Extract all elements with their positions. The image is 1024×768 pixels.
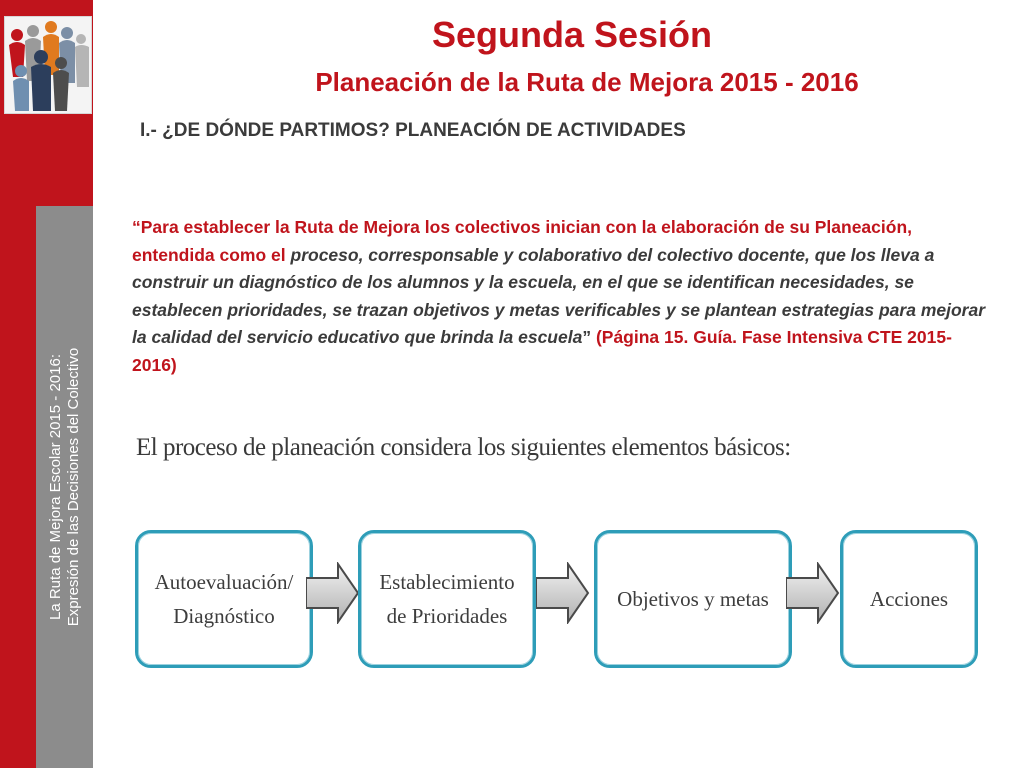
section-heading: I.- ¿DE DÓNDE PARTIMOS? PLANEACIÓN DE ACTIVIDADES [140, 120, 686, 141]
right-arrow-icon [536, 562, 590, 624]
page-title: Segunda Sesión [431, 14, 713, 55]
process-heading: El proceso de planeación considera los siguientes elementos básicos: [136, 434, 791, 461]
quote-citation: (Página 15. Guía. Fase Intensiva CTE 2015-2016) [132, 327, 952, 375]
sidebar-line-1: La Ruta de Mejora Escolar 2015 - 2016: [46, 354, 64, 620]
quote-definition: proceso, corresponsable y colaborativo del colectivo docente, que los lleva a construir un diagnóstico de los alumnos y la escuela, en el que se identifican necesidades, se establecen prioridades, se trazan objetivos y metas verificables y se plantean estrategias para mejorar la calidad del servicio educativo que brinda la escuela [132, 244, 986, 347]
step-label: Acciones [869, 587, 949, 611]
sidebar-caption [36, 206, 93, 768]
step-label: Objetivos y metas [617, 587, 769, 611]
sidebar-line-2: Expresión de las Decisiones del Colectivo [64, 347, 82, 627]
step-label: Establecimiento de Prioridades [379, 570, 515, 628]
quote-paragraph [132, 214, 992, 379]
quote-intro: “Para establecer la Ruta de Mejora los colectivos inician con la elaboración de su Planeación, entendida como el [132, 217, 913, 265]
step-box-objetivos [594, 530, 792, 668]
page-subtitle: Planeación de la Ruta de Mejora 2015 - 2016 [315, 67, 859, 97]
right-arrow-icon [306, 562, 360, 624]
step-box-diagnostico [135, 530, 313, 668]
right-arrow-icon [786, 562, 840, 624]
quote-close: ” [582, 327, 596, 347]
step-box-prioridades [358, 530, 536, 668]
step-box-acciones [840, 530, 978, 668]
step-label: Autoevaluación/ Diagnóstico [154, 570, 294, 628]
